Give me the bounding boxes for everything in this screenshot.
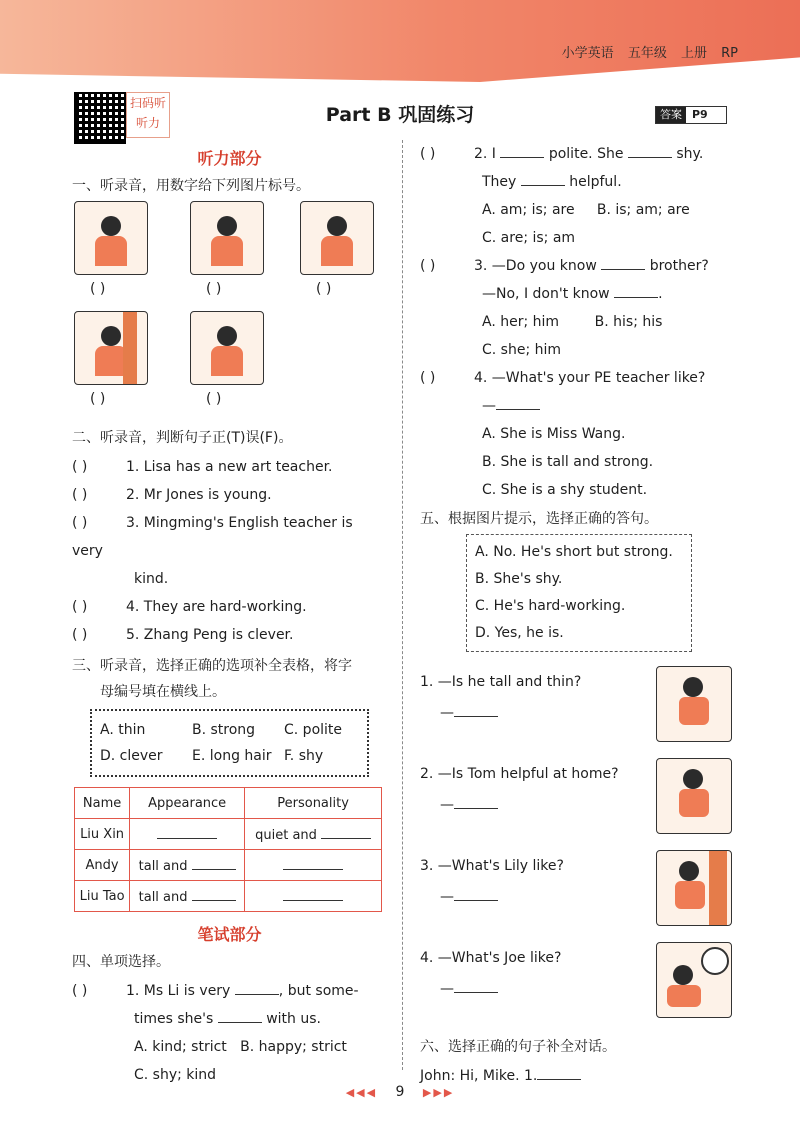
header-grade: 五年级: [627, 46, 667, 61]
header-volume: 上册: [680, 46, 707, 61]
s4-q1: ( ) 1. Ms Li is very , but some-: [72, 977, 387, 1005]
top-banner: [0, 0, 800, 82]
s5-picture-1: [656, 666, 732, 742]
s4-q3: ( ) 3. —Do you know brother?: [420, 252, 740, 280]
s2-heading: 二、听录音，判断句子正(T)误(F)。: [72, 430, 293, 446]
s5-option-a: A. No. He's short but strong.: [475, 544, 673, 560]
s4-paren[interactable]: ( ): [420, 370, 436, 386]
table-header: Appearance: [130, 788, 245, 819]
s5-question-3: [420, 850, 740, 942]
s2-item-2: [72, 481, 387, 509]
paren-5[interactable]: ( ): [206, 391, 222, 407]
s4-q4-opt-a: A. She is Miss Wang.: [482, 426, 626, 442]
table-header: Personality: [245, 788, 382, 819]
writing-title: 笔试部分: [197, 925, 262, 944]
picture-3: [300, 201, 374, 275]
qr-label: 扫码听听力: [126, 92, 170, 138]
prev-arrows-icon: ◀◀◀: [345, 1086, 378, 1099]
paren-2[interactable]: ( ): [206, 281, 222, 297]
s5-heading: 五、根据图片提示，选择正确的答句。: [420, 511, 658, 527]
s2-paren[interactable]: ( ): [72, 515, 88, 531]
table-row: [75, 881, 382, 912]
answer-badge: [655, 106, 727, 124]
s2-item-5: [72, 621, 387, 649]
s4-q4-l2: —: [420, 392, 740, 420]
table-cell: tall and: [130, 881, 245, 912]
picture-1: [74, 201, 148, 275]
s5-question-1: [420, 666, 740, 758]
s6-line: John: Hi, Mike. 1.: [420, 1062, 740, 1090]
picture-2: [190, 201, 264, 275]
s2-item-3-cont: kind.: [134, 571, 169, 587]
header-info: [552, 42, 738, 61]
s5-option-c: C. He's hard-working.: [475, 598, 626, 614]
s2-item-text: 3. Mingming's English teacher is very: [72, 515, 353, 559]
table-cell: Liu Tao: [75, 881, 130, 912]
s2-item-text: 4. They are hard-working.: [126, 599, 307, 615]
paren-3[interactable]: ( ): [316, 281, 332, 297]
s4-paren[interactable]: ( ): [420, 146, 436, 162]
picture-5: [190, 311, 264, 385]
s5-question-text: 2. —Is Tom helpful at home?: [420, 766, 619, 782]
table-header: Name: [75, 788, 130, 819]
s5-question-text: 3. —What's Lily like?: [420, 858, 564, 874]
page-number: 9: [395, 1084, 405, 1100]
s5-question-2: [420, 758, 740, 850]
s5-option-b: B. She's shy.: [475, 571, 563, 587]
paren-4[interactable]: ( ): [90, 391, 106, 407]
table-cell: Liu Xin: [75, 819, 130, 850]
s5-picture-3: [656, 850, 732, 926]
page-title: Part B 巩固练习: [325, 104, 475, 126]
table-cell-blank[interactable]: [245, 881, 382, 912]
table-cell-blank[interactable]: [130, 819, 245, 850]
s4-q2-opt2: C. are; is; am: [482, 230, 576, 246]
s5-options-box: [466, 534, 692, 652]
s2-item-3: [72, 509, 387, 565]
s3-heading-2: 母编号填在横线上。: [100, 684, 226, 700]
s5-picture-4: [656, 942, 732, 1018]
s5-answer-line[interactable]: —: [440, 704, 498, 721]
listening-title: 听力部分: [197, 149, 262, 168]
option-d: D. clever: [100, 748, 163, 764]
s4-q2-l2: They helpful.: [482, 174, 622, 190]
s4-q4-opt-b: B. She is tall and strong.: [482, 454, 654, 470]
s4-q4: ( ) 4. —What's your PE teacher like?: [420, 364, 740, 392]
table-row: [75, 850, 382, 881]
s4-q2: ( ) 2. I polite. She shy.: [420, 140, 740, 168]
s5-picture-2: [656, 758, 732, 834]
left-column: [72, 140, 387, 1089]
s4-paren[interactable]: ( ): [420, 258, 436, 274]
s2-paren[interactable]: ( ): [72, 459, 88, 475]
s2-paren[interactable]: ( ): [72, 487, 88, 503]
s5-option-d: D. Yes, he is.: [475, 625, 564, 641]
table-cell: tall and: [130, 850, 245, 881]
s2-item-text: 5. Zhang Peng is clever.: [126, 627, 294, 643]
s1-heading: 一、听录音，用数字给下列图片标号。: [72, 178, 310, 194]
answer-label: 答案: [656, 107, 686, 123]
s2-item-text: 1. Lisa has a new art teacher.: [126, 459, 333, 475]
table-cell: quiet and: [245, 819, 382, 850]
header-edition: RP: [721, 46, 738, 61]
s5-question-text: 1. —Is he tall and thin?: [420, 674, 582, 690]
s4-paren[interactable]: ( ): [72, 983, 88, 999]
option-e: E. long hair: [192, 748, 272, 764]
option-f: F. shy: [284, 748, 324, 764]
s2-paren[interactable]: ( ): [72, 599, 88, 615]
answer-page: P9: [692, 108, 708, 121]
s4-heading: 四、单项选择。: [72, 954, 170, 970]
s4-q4-opt-c: C. She is a shy student.: [482, 482, 648, 498]
s6-heading: 六、选择正确的句子补全对话。: [420, 1039, 616, 1055]
option-c: C. polite: [284, 722, 343, 738]
s2-item-1: [72, 453, 387, 481]
option-a: A. thin: [100, 722, 146, 738]
s4-q1-l2: times she's with us.: [134, 1011, 321, 1027]
next-arrows-icon: ▶▶▶: [422, 1086, 455, 1099]
right-column: [420, 140, 740, 1090]
s3-table: [74, 787, 382, 912]
s5-question-text: 4. —What's Joe like?: [420, 950, 562, 966]
table-cell-blank[interactable]: [245, 850, 382, 881]
s2-paren[interactable]: ( ): [72, 627, 88, 643]
s5-answer-line[interactable]: —: [440, 796, 498, 813]
header-subject: 小学英语: [561, 46, 614, 61]
s2-item-4: [72, 593, 387, 621]
s4-q1-opt2: C. shy; kind: [134, 1067, 217, 1083]
s4-q3-opt2: C. she; him: [482, 342, 562, 358]
page-footer: [0, 1084, 800, 1100]
table-cell: Andy: [75, 850, 130, 881]
s3-options-box: [90, 709, 369, 777]
s4-q3-l2: —No, I don't know .: [482, 286, 663, 302]
table-row: [75, 819, 382, 850]
s2-item-text: 2. Mr Jones is young.: [126, 487, 272, 503]
picture-4: [74, 311, 148, 385]
s5-answer-line[interactable]: —: [440, 980, 498, 997]
option-b: B. strong: [192, 722, 256, 738]
s5-question-4: [420, 942, 740, 1034]
s1-pictures: [72, 201, 387, 421]
s4-q3-opt1: A. her; him B. his; his: [482, 314, 663, 330]
s3-heading: 三、听录音，选择正确的选项补全表格，将字: [72, 658, 352, 674]
s4-q2-opt1: A. am; is; are B. is; am; are: [482, 202, 690, 218]
s4-q1-opt1: A. kind; strict B. happy; strict: [134, 1039, 347, 1055]
s5-answer-line[interactable]: —: [440, 888, 498, 905]
paren-1[interactable]: ( ): [90, 281, 106, 297]
column-divider: [402, 140, 403, 1070]
